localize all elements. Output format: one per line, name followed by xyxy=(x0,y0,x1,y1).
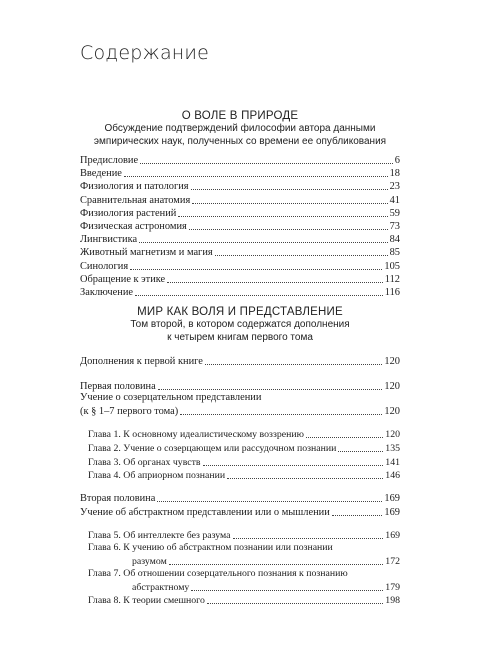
entry-label: Учение об абстрактном представлении или о мышлении xyxy=(80,507,330,518)
chapter-page: 146 xyxy=(385,470,400,481)
toc-entry[interactable] xyxy=(80,233,400,246)
toc-chapter-line1[interactable]: Глава 7. Об отношении созерцательного познания к познанию xyxy=(88,568,348,579)
toc-entry[interactable] xyxy=(80,194,400,207)
toc-chapter[interactable] xyxy=(80,555,400,568)
entry-page: 105 xyxy=(384,260,400,272)
entry-page: 120 xyxy=(384,356,400,367)
entry-label: Синология xyxy=(80,260,129,272)
entry-page: 169 xyxy=(384,493,400,504)
leader-dots xyxy=(338,451,383,452)
chapter-label: Глава 5. Об интеллекте без разума xyxy=(88,530,231,541)
leader-dots xyxy=(158,389,383,390)
toc-chapter[interactable] xyxy=(80,442,400,455)
toc-chapter[interactable] xyxy=(80,428,400,441)
toc-entry-line1[interactable]: Учение о созерцательном представлении xyxy=(80,392,262,403)
leader-dots xyxy=(192,203,387,204)
leader-dots xyxy=(203,465,384,466)
page-title: Содержание xyxy=(80,42,210,64)
chapter-page: 172 xyxy=(385,556,400,567)
section2-heading: МИР КАК ВОЛЯ И ПРЕДСТАВЛЕНИЕ xyxy=(137,306,343,318)
section1-heading: О ВОЛЕ В ПРИРОДЕ xyxy=(181,110,299,122)
entry-label: Предисловие xyxy=(80,155,139,166)
entry-label: (к § 1–7 первого тома) xyxy=(80,406,179,417)
leader-dots xyxy=(205,364,383,365)
section1-header xyxy=(80,109,400,148)
toc-entry[interactable] xyxy=(80,492,400,505)
leader-dots xyxy=(167,282,383,283)
entry-page: 169 xyxy=(384,507,400,518)
entry-page: 73 xyxy=(389,221,400,232)
leader-dots xyxy=(135,295,383,296)
entry-label: Физиология и патология xyxy=(80,181,189,193)
entry-page: 112 xyxy=(384,273,400,285)
leader-dots xyxy=(191,189,388,190)
entry-label: Дополнения к первой книге xyxy=(80,356,203,367)
toc-entry[interactable] xyxy=(80,154,400,167)
toc-entry[interactable] xyxy=(80,355,400,368)
entry-label: Введение xyxy=(80,168,122,180)
toc-chapter[interactable] xyxy=(80,456,400,469)
leader-dots xyxy=(180,414,382,415)
toc-entry[interactable] xyxy=(80,273,400,286)
entry-label: Физиология растений xyxy=(80,207,177,219)
chapter-page: 179 xyxy=(385,582,400,593)
leader-dots xyxy=(169,564,384,565)
chapter-page: 198 xyxy=(385,595,400,606)
toc-chapter[interactable] xyxy=(80,469,400,482)
toc-entry[interactable] xyxy=(80,167,400,180)
entry-page: 6 xyxy=(394,155,400,166)
toc-entry[interactable] xyxy=(80,207,400,220)
chapter-label: Глава 8. К теории смешного xyxy=(88,595,205,606)
chapter-page: 135 xyxy=(385,443,400,454)
entry-label: Первая половина xyxy=(80,381,156,392)
leader-dots xyxy=(306,437,383,438)
entry-page: 116 xyxy=(384,287,400,298)
chapter-label: Глава 4. Об априорном познании xyxy=(88,470,226,481)
entry-page: 18 xyxy=(389,168,400,180)
section2-subtitle-line1: Том второй, в котором содержатся дополнения xyxy=(130,319,350,330)
entry-label: Вторая половина xyxy=(80,493,156,504)
toc-chapter-line1[interactable]: Глава 6. К учению об абстрактном познании или познании xyxy=(88,542,333,553)
leader-dots xyxy=(207,603,383,604)
leader-dots xyxy=(178,216,387,217)
leader-dots xyxy=(130,269,382,270)
leader-dots xyxy=(140,163,393,164)
entry-page: 59 xyxy=(389,207,400,219)
chapter-label: абстрактному xyxy=(132,582,190,593)
entry-page: 84 xyxy=(389,234,400,246)
entry-page: 120 xyxy=(384,381,400,392)
entry-label: Обращение к этике xyxy=(80,273,166,285)
toc-chapter[interactable] xyxy=(80,529,400,542)
chapter-page: 120 xyxy=(385,429,400,440)
chapter-label: разумом xyxy=(132,556,167,567)
section2-header xyxy=(80,305,400,344)
leader-dots xyxy=(189,229,388,230)
section2-subtitle-line2: к четырем книгам первого тома xyxy=(167,331,313,343)
toc-entry[interactable] xyxy=(80,260,400,273)
toc-entry[interactable] xyxy=(80,286,400,299)
leader-dots xyxy=(215,255,388,256)
entry-page: 41 xyxy=(389,194,400,206)
entry-page: 120 xyxy=(384,406,400,417)
entry-label: Заключение xyxy=(80,287,133,298)
toc-chapter[interactable] xyxy=(80,581,400,594)
toc-entry[interactable] xyxy=(80,180,400,193)
entry-page: 85 xyxy=(389,247,400,259)
entry-page: 23 xyxy=(389,181,400,193)
section1-subtitle-line2: эмпирических наук, полученных со времени ее опубликования xyxy=(93,135,387,147)
section1-subtitle-line1: Обсуждение подтверждений философии автора данными xyxy=(104,123,376,134)
entry-label: Физическая астрономия xyxy=(80,221,187,232)
leader-dots xyxy=(191,590,383,591)
chapter-label: Глава 3. Об органах чувств xyxy=(88,457,201,468)
leader-dots xyxy=(332,515,383,516)
entry-label: Сравнительная анатомия xyxy=(80,194,191,206)
toc-entry[interactable] xyxy=(80,220,400,233)
toc-chapter[interactable] xyxy=(80,594,400,607)
chapter-page: 141 xyxy=(385,457,400,468)
leader-dots xyxy=(157,501,382,502)
leader-dots xyxy=(227,478,383,479)
leader-dots xyxy=(233,538,384,539)
leader-dots xyxy=(124,176,388,177)
toc-entry[interactable] xyxy=(80,246,400,259)
toc-entry[interactable] xyxy=(80,405,400,418)
entry-label: Лингвистика xyxy=(80,234,138,246)
entry-label: Животный магнетизм и магия xyxy=(80,247,213,259)
chapter-label: Глава 2. Учение о созерцающем или рассудочном познании xyxy=(88,443,337,454)
toc-entry[interactable] xyxy=(80,506,400,519)
chapter-label: Глава 1. К основному идеалистическому воззрению xyxy=(88,429,304,440)
chapter-page: 169 xyxy=(385,530,400,541)
leader-dots xyxy=(139,242,387,243)
